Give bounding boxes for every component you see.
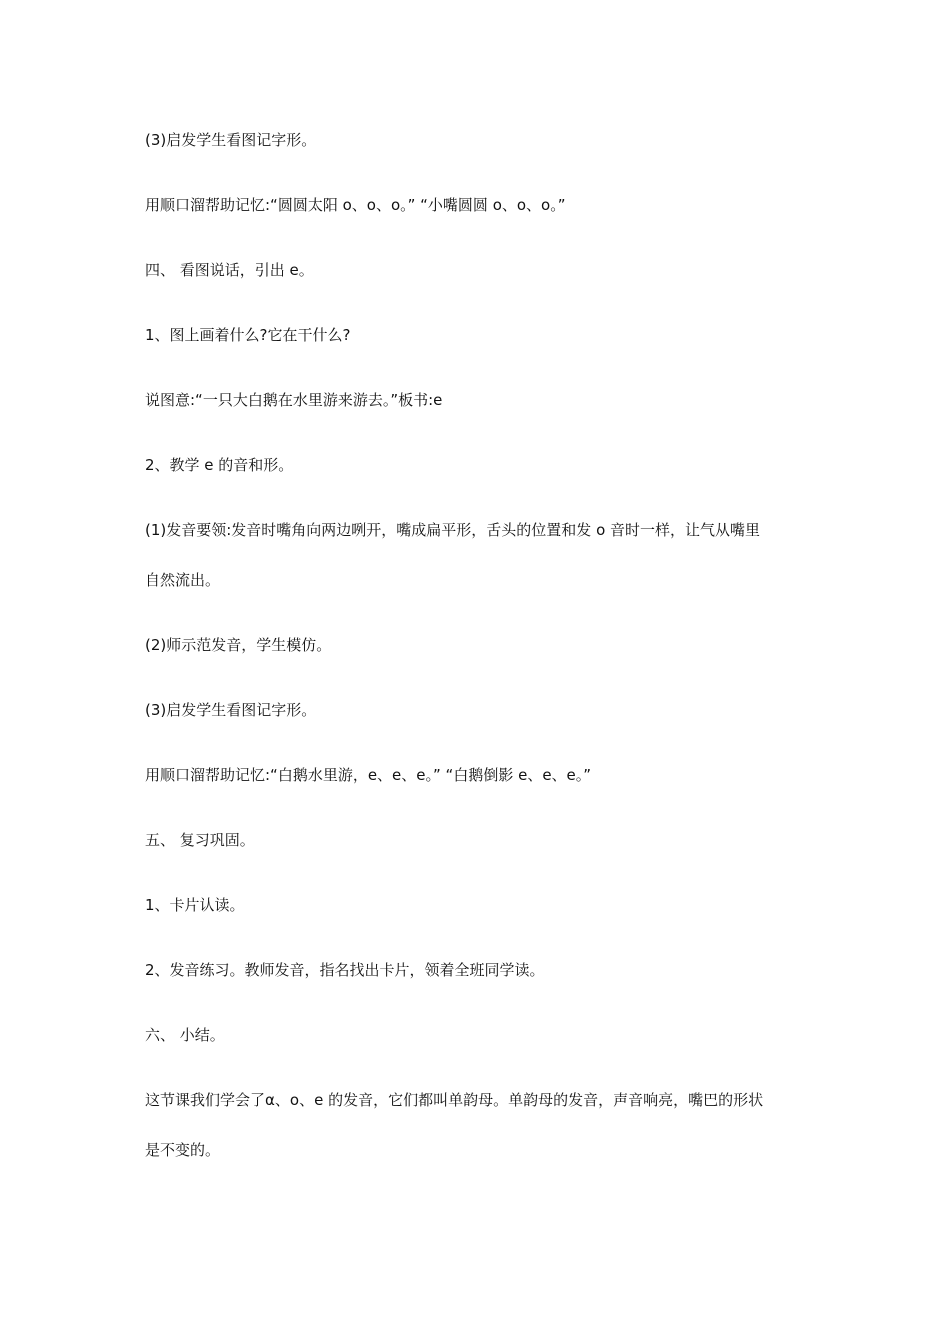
paragraph-line: (3)启发学生看图记字形。	[145, 701, 317, 719]
paragraph-line: 1、图上画着什么?它在干什么?	[145, 326, 351, 344]
paragraph-line: 自然流出。	[145, 571, 221, 589]
section-heading: 四、 看图说话，引出 e。	[145, 261, 314, 279]
section-heading: 五、 复习巩固。	[145, 831, 255, 849]
paragraph-line: (3)启发学生看图记字形。	[145, 131, 317, 149]
paragraph-line: (1)发音要领:发音时嘴角向两边咧开，嘴成扁平形，舌头的位置和发 o 音时一样，让气从嘴里	[145, 521, 761, 539]
paragraph-line: (2)师示范发音，学生模仿。	[145, 636, 332, 654]
paragraph-line: 2、发音练习。教师发音，指名找出卡片，领着全班同学读。	[145, 961, 545, 979]
section-heading: 六、 小结。	[145, 1026, 225, 1044]
paragraph-line: 用顺口溜帮助记忆:“白鹅水里游，e、e、e。” “白鹅倒影 e、e、e。”	[145, 766, 592, 784]
paragraph-line: 这节课我们学会了α、o、e 的发音，它们都叫单韵母。单韵母的发音，声音响亮，嘴巴的形状	[145, 1091, 764, 1109]
paragraph-line: 1、卡片认读。	[145, 896, 245, 914]
paragraph-line: 2、教学 e 的音和形。	[145, 456, 294, 474]
paragraph-line: 说图意:“一只大白鹅在水里游来游去。”板书:e	[145, 391, 443, 409]
paragraph-line: 用顺口溜帮助记忆:“圆圆太阳 o、o、o。” “小嘴圆圆 o、o、o。”	[145, 196, 566, 214]
paragraph-line: 是不变的。	[145, 1141, 221, 1159]
